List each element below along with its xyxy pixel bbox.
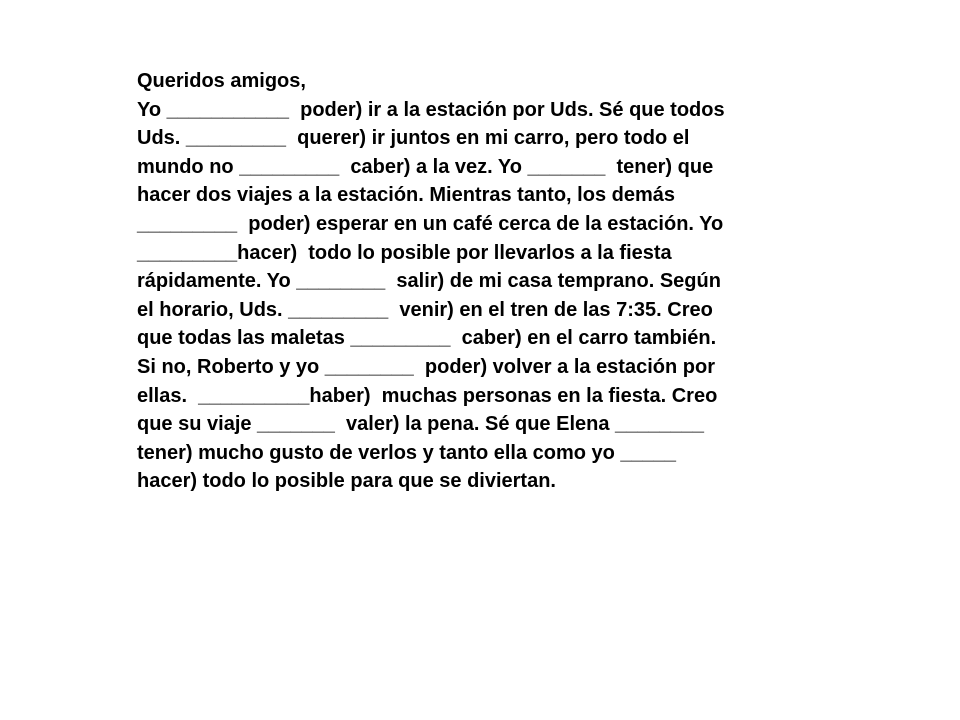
letter-line: que todas las maletas _________ caber) en el carro también.	[137, 327, 717, 350]
letter-line: rápidamente. Yo ________ salir) de mi casa temprano. Según	[137, 270, 721, 293]
letter-line: Yo ___________ poder) ir a la estación por Uds. Sé que todos	[137, 98, 725, 121]
letter-line: mundo no _________ caber) a la vez. Yo _______ tener) que	[137, 155, 714, 178]
letter-line: el horario, Uds. _________ venir) en el tren de las 7:35. Creo	[137, 298, 713, 321]
letter-line: _________ poder) esperar en un café cerca de la estación. Yo	[137, 212, 724, 235]
letter-line: tener) mucho gusto de verlos y tanto ella como yo _____	[137, 441, 677, 464]
letter-line: _________hacer) todo lo posible por llevarlos a la fiesta	[137, 241, 672, 264]
letter-line: ellas. __________haber) muchas personas en la fiesta. Creo	[137, 384, 718, 407]
letter-line: que su viaje _______ valer) la pena. Sé que Elena ________	[137, 413, 705, 436]
letter-line: hacer dos viajes a la estación. Mientras tanto, los demás	[137, 184, 675, 207]
letter-line: Uds. _________ querer) ir juntos en mi carro, pero todo el	[137, 127, 690, 150]
letter-greeting: Queridos amigos,	[137, 70, 306, 92]
letter-line: Si no, Roberto y yo ________ poder) volver a la estación por	[137, 355, 715, 378]
letter-line: hacer) todo lo posible para que se diviertan.	[137, 470, 556, 493]
letter-body	[137, 67, 837, 496]
